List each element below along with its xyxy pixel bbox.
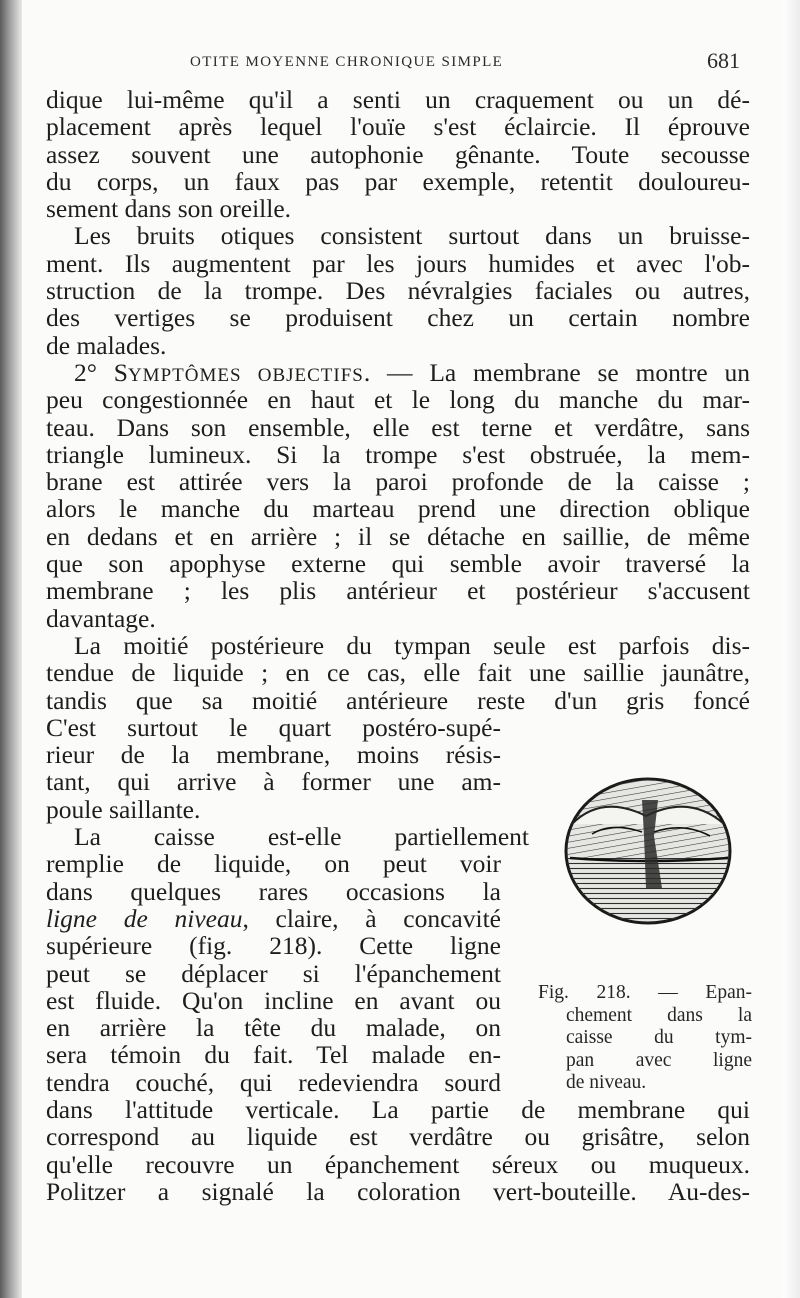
text-line: Politzer a signalé la coloration vert-bouteille. Au-des- (46, 1176, 750, 1206)
text-line: C'est surtout le quart postéro-supé- (46, 712, 501, 742)
tympanic-membrane-illustration (562, 776, 734, 926)
figure-218 (562, 776, 734, 926)
text-line: qu'elle recouvre un épanchement séreux ou muqueux. (46, 1149, 750, 1179)
text-line: peu congestionnée en haut et le long du manche du mar- (46, 385, 750, 415)
text-line: dans quelques rares occasions la (46, 876, 501, 906)
text-line: tandis que sa moitié antérieure reste d'un gris foncé (46, 685, 750, 715)
text-line: poule saillante. (46, 794, 201, 824)
text-line: placement après lequel l'ouïe s'est éclaircie. Il éprouve (46, 112, 750, 142)
caption-line: de niveau. (566, 1072, 647, 1093)
text-line: sera témoin du fait. Tel malade en- (46, 1040, 501, 1070)
text-line: de malades. (46, 330, 167, 360)
text-line: membrane ; les plis antérieur et postérieur s'accusent (46, 576, 750, 606)
text-line: est fluide. Qu'on incline en avant ou (46, 985, 501, 1015)
page-binding-shadow (0, 0, 22, 1298)
text-line: ment. Ils augmentent par les jours humides et avec l'ob- (46, 248, 750, 278)
text-line: remplie de liquide, on peut voir (46, 849, 501, 879)
caption-line: chement dans la (566, 1004, 752, 1026)
running-title: OTITE MOYENNE CHRONIQUE SIMPLE (190, 54, 504, 70)
text-line: La moitié postérieure du tympan seule est parfois dis- (74, 630, 750, 660)
text-line: dans l'attitude verticale. La partie de membrane qui (46, 1094, 750, 1124)
section-numeral: 2° (74, 357, 97, 387)
text-line: rieur de la membrane, moins résis- (46, 740, 501, 770)
caption-line: caisse du tym- (566, 1027, 752, 1048)
text-line: sement dans son oreille. (46, 194, 292, 224)
page-number: 681 (707, 48, 740, 73)
italic-line-rest: , claire, à concavité (242, 903, 501, 933)
text-line: struction de la trompe. Des névralgies faciales ou autres, (46, 276, 750, 306)
text-line: tant, qui arrive à former une am- (46, 767, 501, 797)
page-right-margin (782, 0, 800, 1298)
section-heading-rest: . — La membrane se montre un (363, 357, 751, 387)
section-title-second-word: OBJECTIFS (257, 364, 364, 386)
italic-term: ligne de niveau (46, 903, 243, 933)
caption-line: pan avec ligne (566, 1049, 752, 1071)
italic-text-line (46, 905, 501, 932)
text-line: peut se déplacer si l'épanchement (46, 958, 501, 988)
figure-caption (538, 982, 752, 1095)
caption-line: Fig. 218. — Epan- (538, 982, 752, 1003)
text-line: davantage. (46, 603, 156, 633)
section-title-initial: S (113, 357, 128, 387)
text-line: en arrière la tête du malade, on (46, 1013, 501, 1043)
text-line: tendra couché, qui redeviendra sourd (46, 1067, 501, 1097)
text-line: La caisse est-elle partiellement (74, 822, 529, 852)
section-heading-line (46, 359, 750, 386)
section-title-rest: YMPTÔMES (127, 364, 258, 386)
text-line: des vertiges se produisent chez un certain nombre (46, 303, 750, 333)
text-line: assez souvent une autophonie gênante. Toute secousse (46, 139, 750, 169)
running-header (190, 50, 750, 76)
text-line: alors le manche du marteau prend une direction oblique (46, 494, 750, 524)
text-line: Les bruits otiques consistent surtout dans un bruisse- (74, 221, 750, 251)
text-line: que son apophyse externe qui semble avoir traversé la (46, 549, 750, 579)
text-line: triangle lumineux. Si la trompe s'est obstruée, la mem- (46, 439, 750, 469)
text-line: du corps, un faux pas par exemple, retentit douloureu- (46, 166, 750, 196)
text-line: en dedans et en arrière ; il se détache en saillie, de même (46, 521, 750, 551)
text-line: supérieure (fig. 218). Cette ligne (46, 931, 501, 961)
text-line: teau. Dans son ensemble, elle est terne et verdâtre, sans (46, 412, 750, 442)
text-line: tendue de liquide ; en ce cas, elle fait une saillie jaunâtre, (46, 658, 750, 688)
text-line: brane est attirée vers la paroi profonde de la caisse ; (46, 467, 750, 497)
text-line: correspond au liquide est verdâtre ou grisâtre, selon (46, 1122, 750, 1152)
text-line: dique lui-même qu'il a senti un craquement ou un dé- (46, 85, 750, 114)
